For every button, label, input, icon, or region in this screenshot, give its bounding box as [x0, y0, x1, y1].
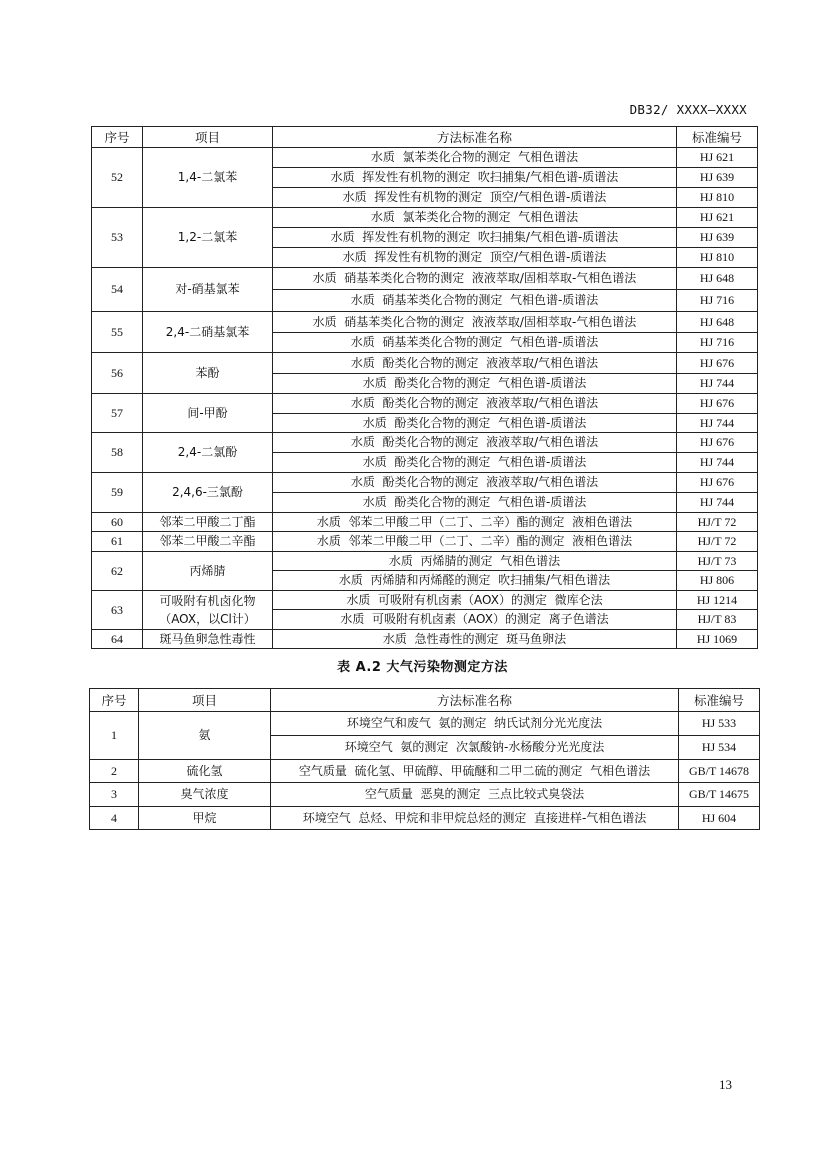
table-header-row	[92, 127, 758, 148]
pollutant-item	[143, 394, 273, 433]
standard-code: HJ 744	[677, 414, 758, 433]
table-row	[90, 760, 760, 783]
row-number: 2	[90, 760, 139, 783]
row-number: 61	[92, 532, 143, 552]
row-number: 59	[92, 473, 143, 513]
pollutant-item	[143, 532, 273, 552]
pollutant-item	[139, 783, 271, 807]
pollutant-name: 苯酚	[195, 365, 220, 380]
table-row	[92, 473, 758, 493]
pollutant-name: 2,4-二氯酚	[177, 445, 238, 459]
row-number: 60	[92, 513, 143, 532]
standard-code: HJ/T 72	[677, 532, 758, 552]
standard-code: HJ 533	[679, 712, 760, 736]
standard-code: GB/T 14675	[679, 783, 760, 807]
standard-code: HJ 648	[677, 268, 758, 290]
col-header-item: 项目	[143, 127, 273, 148]
pollutant-name: 硫化氢	[186, 763, 223, 778]
method-standard-name: 水质 氯苯类化合物的测定 气相色谱法	[273, 208, 677, 228]
method-standard-name: 水质 挥发性有机物的测定 吹扫捕集/气相色谱-质谱法	[273, 228, 677, 248]
pollutant-name: 氨	[198, 728, 211, 742]
row-number: 57	[92, 394, 143, 433]
standard-code: HJ 621	[677, 148, 758, 168]
method-standard-name: 水质 可吸附有机卤素（AOX）的测定 微库仑法	[273, 591, 677, 610]
method-standard-name: 水质 邻苯二甲酸二甲（二丁、二辛）酯的测定 液相色谱法	[273, 513, 677, 532]
standard-code: HJ 604	[679, 807, 760, 830]
col-header-item: 项目	[139, 689, 271, 712]
standard-code: HJ/T 83	[677, 610, 758, 630]
standard-code: HJ/T 72	[677, 513, 758, 532]
method-standard-name: 水质 酚类化合物的测定 液液萃取/气相色谱法	[273, 394, 677, 414]
row-number: 52	[92, 148, 143, 208]
pollutant-name: 1,2-二氯苯	[177, 230, 238, 244]
row-number: 4	[90, 807, 139, 830]
pollutant-item	[143, 148, 273, 208]
method-standard-name: 水质 挥发性有机物的测定 顶空/气相色谱-质谱法	[273, 188, 677, 208]
standard-code: HJ 648	[677, 312, 758, 333]
document-code-header: DB32/ XXXX—XXXX	[629, 102, 747, 117]
standard-code: HJ 639	[677, 168, 758, 188]
standard-code: HJ 639	[677, 228, 758, 248]
method-standard-name: 环境空气 总烃、甲烷和非甲烷总烃的测定 直接进样-气相色谱法	[271, 807, 679, 830]
pollutant-name: 可吸附有机卤化物	[159, 593, 256, 608]
method-standard-name: 环境空气和废气 氨的测定 纳氏试剂分光光度法	[271, 712, 679, 736]
pollutant-name: 间-甲酚	[187, 405, 228, 420]
pollutant-name: 对-硝基氯苯	[175, 282, 240, 296]
standard-code: HJ/T 73	[677, 552, 758, 571]
standard-code: HJ 534	[679, 736, 760, 760]
method-standard-name: 水质 酚类化合物的测定 液液萃取/气相色谱法	[273, 473, 677, 493]
row-number: 58	[92, 433, 143, 473]
pollutant-item	[143, 591, 273, 630]
standard-code: HJ 744	[677, 374, 758, 394]
row-number: 64	[92, 630, 143, 649]
row-number: 63	[92, 591, 143, 630]
pollutant-name: 斑马鱼卵急性毒性	[159, 631, 256, 646]
air-pollutant-methods-table	[89, 688, 760, 830]
method-standard-name: 水质 挥发性有机物的测定 顶空/气相色谱-质谱法	[273, 248, 677, 268]
standard-code: HJ 676	[677, 353, 758, 374]
standard-code: HJ 744	[677, 493, 758, 513]
method-standard-name: 水质 丙烯腈的测定 气相色谱法	[273, 552, 677, 571]
standard-code: HJ 676	[677, 473, 758, 493]
table-row	[90, 807, 760, 830]
row-number: 1	[90, 712, 139, 760]
method-standard-name: 水质 酚类化合物的测定 液液萃取/气相色谱法	[273, 433, 677, 453]
table-row	[92, 353, 758, 374]
method-standard-name: 空气质量 恶臭的测定 三点比较式臭袋法	[271, 783, 679, 807]
table-row	[92, 433, 758, 453]
col-header-no: 序号	[90, 689, 139, 712]
pollutant-item	[143, 433, 273, 473]
method-standard-name: 水质 硝基苯类化合物的测定 液液萃取/固相萃取-气相色谱法	[273, 268, 677, 290]
table-row	[92, 394, 758, 414]
col-header-code: 标准编号	[679, 689, 760, 712]
standard-code: HJ 676	[677, 394, 758, 414]
standard-code: HJ 621	[677, 208, 758, 228]
standard-code: GB/T 14678	[679, 760, 760, 783]
pollutant-item	[139, 760, 271, 783]
method-standard-name: 水质 挥发性有机物的测定 吹扫捕集/气相色谱-质谱法	[273, 168, 677, 188]
pollutant-item	[143, 473, 273, 513]
pollutant-item	[143, 552, 273, 591]
water-pollutant-methods-table	[91, 126, 758, 649]
standard-code: HJ 676	[677, 433, 758, 453]
table-row	[92, 513, 758, 532]
standard-code: HJ 716	[677, 290, 758, 312]
standard-code: HJ 1069	[677, 630, 758, 649]
table-row	[92, 532, 758, 552]
row-number: 56	[92, 353, 143, 394]
pollutant-item	[143, 513, 273, 532]
table-row	[92, 268, 758, 290]
method-standard-name: 水质 氯苯类化合物的测定 气相色谱法	[273, 148, 677, 168]
method-standard-name: 空气质量 硫化氢、甲硫醇、甲硫醚和二甲二硫的测定 气相色谱法	[271, 760, 679, 783]
pollutant-item	[139, 807, 271, 830]
pollutant-item	[143, 630, 273, 649]
method-standard-name: 水质 酚类化合物的测定 气相色谱-质谱法	[273, 493, 677, 513]
row-number: 54	[92, 268, 143, 312]
pollutant-name: 2,4-二硝基氯苯	[165, 324, 250, 339]
pollutant-name: 臭气浓度	[180, 787, 229, 801]
table-row	[90, 783, 760, 807]
method-standard-name: 水质 可吸附有机卤素（AOX）的测定 离子色谱法	[273, 610, 677, 630]
method-standard-name: 水质 硝基苯类化合物的测定 气相色谱-质谱法	[273, 290, 677, 312]
standard-code: HJ 716	[677, 333, 758, 353]
page-number: 13	[719, 1077, 732, 1092]
method-standard-name: 水质 丙烯腈和丙烯醛的测定 吹扫捕集/气相色谱法	[273, 571, 677, 591]
standard-code: HJ 810	[677, 188, 758, 208]
table-header-row	[90, 689, 760, 712]
pollutant-name: 邻苯二甲酸二辛酯	[159, 534, 256, 548]
col-header-method: 方法标准名称	[271, 689, 679, 712]
standard-code: HJ 810	[677, 248, 758, 268]
table-row	[90, 712, 760, 736]
pollutant-item	[139, 712, 271, 760]
method-standard-name: 环境空气 氨的测定 次氯酸钠-水杨酸分光光度法	[271, 736, 679, 760]
pollutant-item	[143, 268, 273, 312]
pollutant-name: 1,4-二氯苯	[177, 170, 238, 184]
pollutant-name: 甲烷	[192, 810, 217, 825]
standard-code: HJ 1214	[677, 591, 758, 610]
standard-code: HJ 806	[677, 571, 758, 591]
pollutant-item	[143, 208, 273, 268]
col-header-no: 序号	[92, 127, 143, 148]
pollutant-item	[143, 353, 273, 394]
method-standard-name: 水质 硝基苯类化合物的测定 气相色谱-质谱法	[273, 333, 677, 353]
row-number: 53	[92, 208, 143, 268]
row-number: 55	[92, 312, 143, 353]
pollutant-name: 2,4,6-三氯酚	[172, 485, 243, 499]
table-row	[92, 312, 758, 333]
table-row	[92, 552, 758, 571]
pollutant-name: 丙烯腈	[189, 563, 226, 578]
standard-code: HJ 744	[677, 453, 758, 473]
row-number: 3	[90, 783, 139, 807]
row-number: 62	[92, 552, 143, 591]
pollutant-name-note: （AOX，以Cl计）	[159, 611, 256, 626]
method-standard-name: 水质 酚类化合物的测定 气相色谱-质谱法	[273, 414, 677, 433]
table-row	[92, 208, 758, 228]
method-standard-name: 水质 酚类化合物的测定 气相色谱-质谱法	[273, 453, 677, 473]
method-standard-name: 水质 邻苯二甲酸二甲（二丁、二辛）酯的测定 液相色谱法	[273, 532, 677, 552]
pollutant-name: 邻苯二甲酸二丁酯	[159, 514, 256, 529]
table-caption: 表 A.2 大气污染物测定方法	[337, 660, 508, 675]
method-standard-name: 水质 急性毒性的测定 斑马鱼卵法	[273, 630, 677, 649]
pollutant-item	[143, 312, 273, 353]
table-row	[92, 591, 758, 610]
method-standard-name: 水质 硝基苯类化合物的测定 液液萃取/固相萃取-气相色谱法	[273, 312, 677, 333]
method-standard-name: 水质 酚类化合物的测定 气相色谱-质谱法	[273, 374, 677, 394]
method-standard-name: 水质 酚类化合物的测定 液液萃取/气相色谱法	[273, 353, 677, 374]
table-row	[92, 630, 758, 649]
col-header-code: 标准编号	[677, 127, 758, 148]
table-row	[92, 148, 758, 168]
col-header-method: 方法标准名称	[273, 127, 677, 148]
